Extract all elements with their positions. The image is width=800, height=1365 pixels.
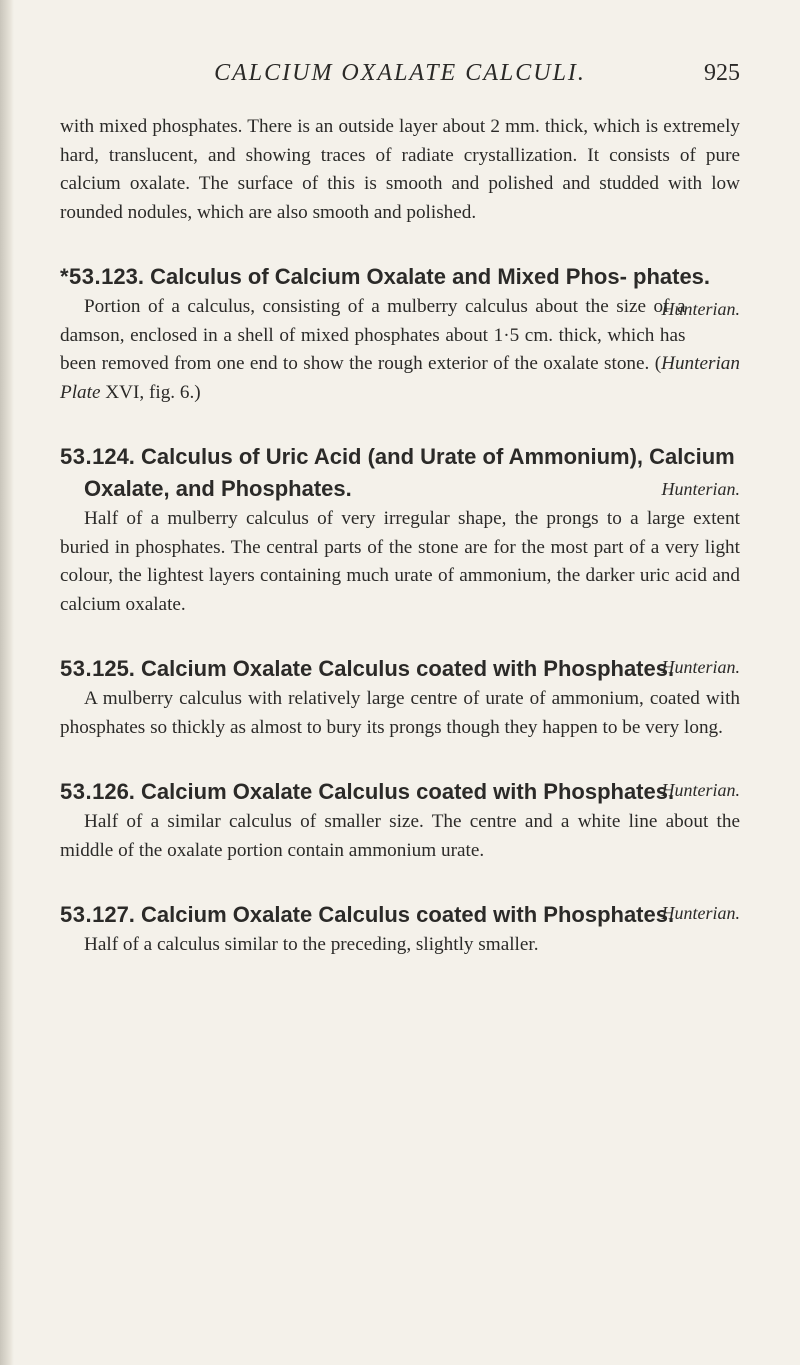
entry-description: [60, 293, 740, 407]
entry-subnumber: 126.: [92, 779, 135, 804]
entry-subnumber: 124.: [92, 444, 135, 469]
entry-126: [60, 776, 740, 865]
entry-heading: [60, 776, 740, 808]
description-text: Portion of a calculus, consisting of a mulberry calculus about the size of a damson, enclosed in a shell of mixed phosphates about 1·5 cm. thick, which has been removed from one end to show the rough exterior of the oxalate stone. (: [60, 296, 686, 374]
page-number: 925: [704, 60, 740, 86]
entry-source: Hunterian.: [661, 780, 740, 800]
running-title: CALCIUM OXALATE CALCULI.: [214, 60, 586, 86]
entry-124: [60, 441, 740, 619]
entry-number: 53.: [60, 779, 93, 804]
entry-heading: [60, 899, 740, 931]
plate-reference: Hunterian Plate: [60, 353, 740, 403]
entry-subnumber: 123.: [101, 264, 144, 289]
entry-subnumber: 125.: [92, 656, 135, 681]
entry-subnumber: 127.: [92, 902, 135, 927]
entry-description: Half of a calculus similar to the preceding, slightly smaller.: [84, 934, 539, 955]
entry-127: [60, 899, 740, 960]
entry-125: [60, 653, 740, 742]
entry-heading: [60, 653, 740, 685]
entry-title: Calculus of Uric Acid (and Urate of Ammonium), Calcium Oxalate, and Phosphates.: [84, 444, 735, 501]
entry-heading: [60, 261, 740, 319]
entry-description: Half of a similar calculus of smaller size. The centre and a white line about the middle of the oxalate portion contain ammonium urate.: [60, 811, 740, 861]
entry-heading: [60, 441, 740, 505]
entry-source: Hunterian.: [661, 657, 740, 677]
running-head: [60, 0, 740, 100]
entry-description: A mulberry calculus with relatively large centre of urate of ammonium, coated with phosphates so thickly as almost to bury its prongs though they happen to be very long.: [60, 688, 740, 738]
entry-123: [60, 261, 740, 407]
entry-number: 53.: [60, 902, 93, 927]
entry-description: Half of a mulberry calculus of very irregular shape, the prongs to a large extent buried in phosphates. The central parts of the stone are for the most part of a very light colour, the lightest layers containing much urate of ammonium, the darker uric acid and calcium oxalate.: [60, 508, 740, 615]
entry-number: 53.: [60, 444, 93, 469]
entry-number: *53.: [60, 264, 102, 289]
description-text-end: XVI, fig. 6.): [100, 381, 201, 403]
entry-source: Hunterian.: [661, 299, 740, 319]
entry-number: 53.: [60, 656, 93, 681]
entry-title: Calcium Oxalate Calculus coated with Phosphates.: [141, 656, 675, 681]
entry-title: Calculus of Calcium Oxalate and Mixed Phos- phates.: [150, 264, 711, 289]
entry-source: Hunterian.: [661, 903, 740, 923]
intro-paragraph: with mixed phosphates. There is an outside layer about 2 mm. thick, which is extremely hard, translucent, and showing traces of radiate crystallization. It consists of pure calcium oxalate. The surface of this is smooth and polished and studded with low rounded nodules, which are also smooth and polished.: [60, 116, 740, 223]
entry-title: Calcium Oxalate Calculus coated with Phosphates.: [141, 779, 675, 804]
page-edge-shadow: [0, 0, 14, 1365]
entry-title: Calcium Oxalate Calculus coated with Phosphates.: [141, 902, 675, 927]
entry-source: Hunterian.: [661, 479, 740, 499]
page: [60, 0, 740, 960]
